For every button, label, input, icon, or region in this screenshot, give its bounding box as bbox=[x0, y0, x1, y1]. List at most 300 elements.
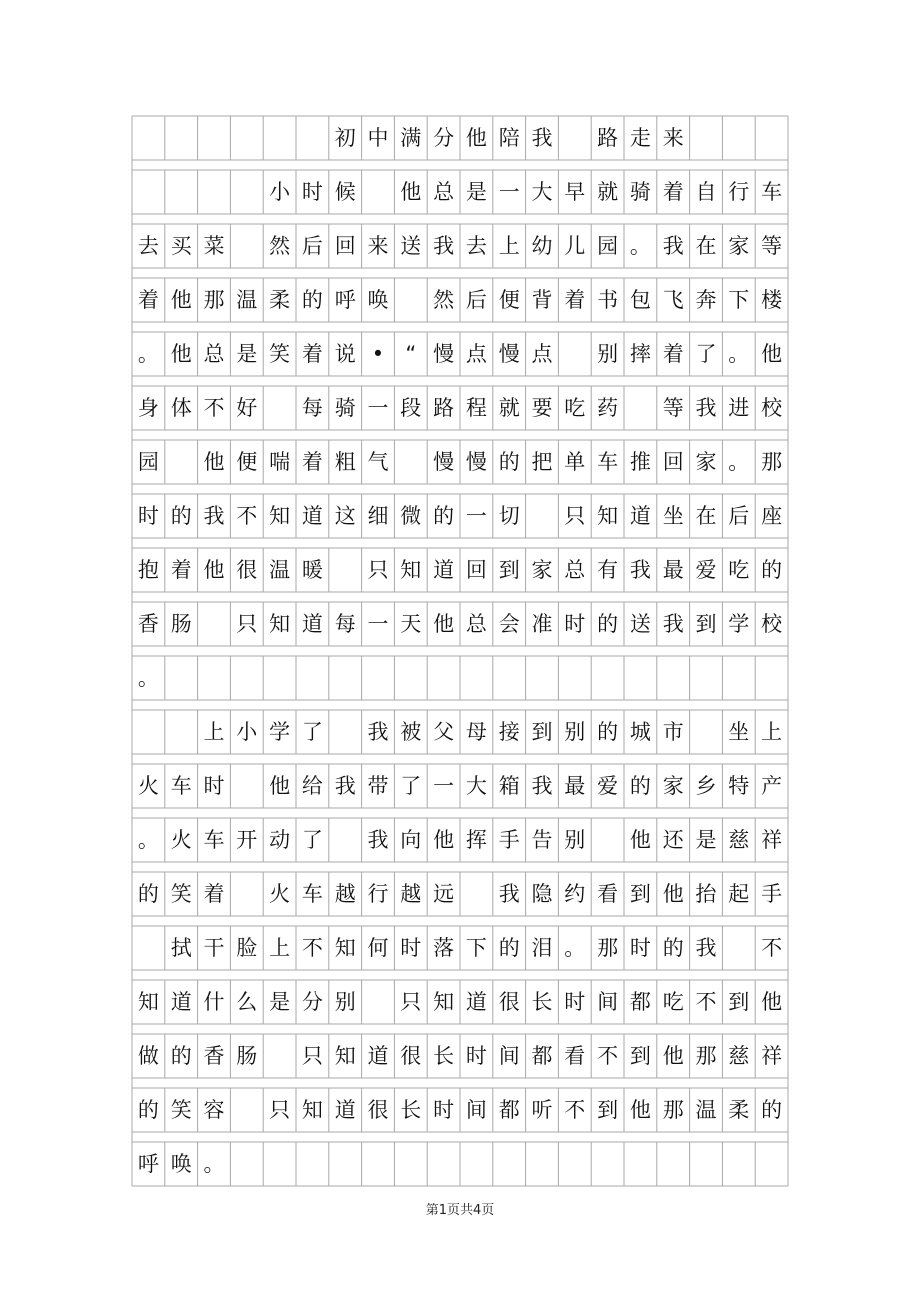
text-char: 幼 bbox=[531, 233, 553, 258]
text-char: 那 bbox=[203, 287, 225, 312]
text-char: 我 bbox=[629, 557, 651, 582]
text-char: 一 bbox=[465, 503, 487, 528]
text-char bbox=[722, 656, 755, 700]
page-number: 第1页共4页 bbox=[425, 1203, 495, 1218]
text-char: 便 bbox=[236, 449, 258, 474]
text-char: 什 bbox=[203, 989, 225, 1014]
text-char: 他 bbox=[203, 449, 225, 474]
text-char: 我 bbox=[203, 503, 225, 528]
text-char: 只 bbox=[269, 1097, 291, 1122]
text-char: 一 bbox=[498, 179, 520, 204]
text-char bbox=[690, 1142, 723, 1186]
text-char: 在 bbox=[695, 233, 717, 258]
text-char: 体 bbox=[170, 395, 192, 420]
text-char: 车 bbox=[301, 881, 323, 906]
text-char: 不 bbox=[301, 935, 323, 960]
text-char: 呼 bbox=[334, 287, 356, 312]
text-char: 然 bbox=[433, 287, 455, 312]
text-char: 药 bbox=[597, 395, 619, 420]
text-char: 最 bbox=[662, 557, 684, 582]
text-char: 行 bbox=[728, 179, 750, 204]
text-char: 上 bbox=[761, 719, 783, 744]
text-char: 了 bbox=[301, 719, 323, 744]
text-char: 看 bbox=[597, 881, 619, 906]
text-char: 一 bbox=[433, 773, 455, 798]
title-char: 我 bbox=[531, 125, 553, 150]
text-char bbox=[230, 170, 263, 214]
text-char: 路 bbox=[433, 395, 455, 420]
text-char: 我 bbox=[695, 935, 717, 960]
title-char: 分 bbox=[433, 125, 455, 150]
text-char: 单 bbox=[564, 449, 586, 474]
text-char: 家 bbox=[531, 557, 553, 582]
text-char: 只 bbox=[564, 503, 586, 528]
text-char bbox=[230, 224, 263, 268]
text-char: 行 bbox=[367, 881, 389, 906]
text-char: 送 bbox=[629, 611, 651, 636]
text-char: 的 bbox=[137, 1097, 159, 1122]
text-char: 的 bbox=[498, 935, 520, 960]
text-char: 祥 bbox=[761, 827, 783, 852]
text-char: 车 bbox=[597, 449, 619, 474]
text-char: 回 bbox=[662, 449, 684, 474]
text-char: 一 bbox=[367, 395, 389, 420]
text-char: 开 bbox=[236, 827, 258, 852]
text-char: 总 bbox=[564, 557, 586, 582]
text-char: 很 bbox=[498, 989, 520, 1014]
text-char: 手 bbox=[498, 827, 520, 852]
text-char: 时 bbox=[433, 1097, 455, 1122]
text-char: 等 bbox=[761, 233, 783, 258]
text-char: 是 bbox=[269, 989, 291, 1014]
text-char: 说 bbox=[334, 341, 356, 366]
text-char bbox=[362, 170, 395, 214]
text-char: 粗 bbox=[334, 449, 356, 474]
text-char: 会 bbox=[498, 611, 520, 636]
text-char bbox=[329, 710, 362, 754]
text-char: 知 bbox=[137, 989, 159, 1014]
text-char: 喘 bbox=[269, 449, 291, 474]
text-char: 要 bbox=[531, 395, 553, 420]
title-char: 走 bbox=[629, 125, 651, 150]
text-char: • bbox=[371, 341, 385, 366]
text-char: 别 bbox=[564, 719, 586, 744]
text-char: 学 bbox=[269, 719, 291, 744]
text-char: 着 bbox=[564, 287, 586, 312]
text-char: 温 bbox=[695, 1097, 717, 1122]
text-char bbox=[558, 332, 591, 376]
text-char: 他 bbox=[433, 611, 455, 636]
text-char: 温 bbox=[236, 287, 258, 312]
text-char: 间 bbox=[498, 1043, 520, 1068]
text-char: 香 bbox=[203, 1043, 225, 1068]
text-char bbox=[493, 1142, 526, 1186]
text-char: 别 bbox=[597, 341, 619, 366]
text-char: 那 bbox=[761, 449, 783, 474]
text-char: 远 bbox=[433, 881, 455, 906]
text-char: 点 bbox=[465, 341, 487, 366]
text-char: 下 bbox=[465, 935, 487, 960]
text-char: 把 bbox=[531, 449, 553, 474]
text-char: 去 bbox=[465, 233, 487, 258]
text-char: 的 bbox=[761, 1097, 783, 1122]
text-char bbox=[198, 170, 231, 214]
text-char: 程 bbox=[465, 395, 487, 420]
text-char bbox=[263, 656, 296, 700]
text-char: 是 bbox=[695, 827, 717, 852]
text-char: 乡 bbox=[695, 773, 717, 798]
title-char: 他 bbox=[465, 125, 487, 150]
text-char: 他 bbox=[433, 827, 455, 852]
title-char bbox=[198, 116, 231, 160]
text-char bbox=[132, 170, 165, 214]
text-char bbox=[296, 656, 329, 700]
text-char: 。 bbox=[203, 1151, 225, 1176]
text-char bbox=[263, 386, 296, 430]
text-char: 。 bbox=[137, 827, 159, 852]
text-char: 的 bbox=[433, 503, 455, 528]
text-char: 车 bbox=[761, 179, 783, 204]
text-char: 抱 bbox=[137, 557, 159, 582]
text-char: 车 bbox=[170, 773, 192, 798]
text-char bbox=[394, 1142, 427, 1186]
text-char bbox=[362, 980, 395, 1024]
text-char: 看 bbox=[564, 1043, 586, 1068]
text-char: 时 bbox=[203, 773, 225, 798]
text-char bbox=[230, 872, 263, 916]
text-char: 。 bbox=[137, 665, 159, 690]
text-char: 上 bbox=[498, 233, 520, 258]
text-char: 知 bbox=[597, 503, 619, 528]
text-char: 气 bbox=[367, 449, 389, 474]
text-char: 给 bbox=[301, 773, 323, 798]
text-char: 吃 bbox=[728, 557, 750, 582]
text-char: 细 bbox=[367, 503, 389, 528]
text-char bbox=[657, 1142, 690, 1186]
text-char: 学 bbox=[728, 611, 750, 636]
text-char: 拭 bbox=[170, 935, 192, 960]
text-char: 只 bbox=[367, 557, 389, 582]
text-char: 时 bbox=[629, 935, 651, 960]
text-char: 越 bbox=[334, 881, 356, 906]
text-char: 间 bbox=[465, 1097, 487, 1122]
text-char bbox=[690, 656, 723, 700]
title-char bbox=[230, 116, 263, 160]
text-char: 进 bbox=[728, 395, 750, 420]
text-char: 菜 bbox=[203, 233, 225, 258]
text-char: 道 bbox=[367, 1043, 389, 1068]
text-char: 来 bbox=[367, 233, 389, 258]
title-char bbox=[296, 116, 329, 160]
text-char: 他 bbox=[761, 989, 783, 1014]
text-char: 柔 bbox=[728, 1097, 750, 1122]
text-char: 家 bbox=[728, 233, 750, 258]
text-char: 着 bbox=[301, 341, 323, 366]
text-char bbox=[165, 440, 198, 484]
text-char: 微 bbox=[400, 503, 422, 528]
text-char: 。 bbox=[137, 341, 159, 366]
text-char: 的 bbox=[498, 449, 520, 474]
text-char: 这 bbox=[334, 503, 356, 528]
text-char: 坐 bbox=[728, 719, 750, 744]
text-char: 长 bbox=[400, 1097, 422, 1122]
text-char: 分 bbox=[301, 989, 323, 1014]
text-char bbox=[624, 1142, 657, 1186]
text-char: 肠 bbox=[170, 611, 192, 636]
text-char: 。 bbox=[728, 449, 750, 474]
text-char: 推 bbox=[629, 449, 651, 474]
text-char: 时 bbox=[465, 1043, 487, 1068]
text-char: 我 bbox=[498, 881, 520, 906]
text-char: “ bbox=[405, 341, 417, 366]
text-char: 柔 bbox=[269, 287, 291, 312]
text-char: 很 bbox=[400, 1043, 422, 1068]
text-char: 不 bbox=[695, 989, 717, 1014]
text-char: 慈 bbox=[728, 1043, 750, 1068]
text-char: 天 bbox=[400, 611, 422, 636]
text-char: 我 bbox=[334, 773, 356, 798]
text-char: 不 bbox=[761, 935, 783, 960]
text-char: 温 bbox=[269, 557, 291, 582]
text-char: 大 bbox=[531, 179, 553, 204]
text-char: 向 bbox=[400, 827, 422, 852]
text-char: 我 bbox=[695, 395, 717, 420]
text-char: 道 bbox=[629, 503, 651, 528]
text-char: 我 bbox=[531, 773, 553, 798]
page-footer bbox=[0, 1199, 920, 1218]
text-char: 只 bbox=[400, 989, 422, 1014]
text-char: 着 bbox=[662, 341, 684, 366]
text-char: 的 bbox=[137, 881, 159, 906]
text-char: 的 bbox=[597, 719, 619, 744]
text-char: 送 bbox=[400, 233, 422, 258]
text-char: 不 bbox=[597, 1043, 619, 1068]
text-char: 小 bbox=[236, 719, 258, 744]
text-char bbox=[329, 656, 362, 700]
title-char: 来 bbox=[662, 125, 684, 150]
text-char: 到 bbox=[695, 611, 717, 636]
text-char: 了 bbox=[301, 827, 323, 852]
text-char bbox=[230, 1088, 263, 1132]
text-char bbox=[690, 710, 723, 754]
text-char: 就 bbox=[498, 395, 520, 420]
text-char: 知 bbox=[269, 503, 291, 528]
text-char bbox=[394, 278, 427, 322]
text-char: 他 bbox=[662, 881, 684, 906]
text-char: 产 bbox=[761, 773, 783, 798]
text-char: 父 bbox=[433, 719, 455, 744]
text-char: 车 bbox=[203, 827, 225, 852]
text-char: 是 bbox=[465, 179, 487, 204]
text-char bbox=[230, 764, 263, 808]
text-char: 那 bbox=[597, 935, 619, 960]
text-char: 干 bbox=[203, 935, 225, 960]
text-char bbox=[165, 710, 198, 754]
text-char: 接 bbox=[498, 719, 520, 744]
text-char: 的 bbox=[170, 1043, 192, 1068]
title-char: 中 bbox=[367, 125, 389, 150]
text-char: 火 bbox=[170, 827, 192, 852]
text-char: 火 bbox=[137, 773, 159, 798]
text-char: 。 bbox=[629, 233, 651, 258]
text-char: 大 bbox=[465, 773, 487, 798]
text-char bbox=[624, 386, 657, 430]
text-char: 着 bbox=[301, 449, 323, 474]
text-char: 还 bbox=[662, 827, 684, 852]
text-char: 慈 bbox=[728, 827, 750, 852]
text-char: 听 bbox=[531, 1097, 553, 1122]
text-char bbox=[722, 926, 755, 970]
text-char: 了 bbox=[400, 773, 422, 798]
text-char: 慢 bbox=[433, 449, 455, 474]
text-char: 知 bbox=[334, 935, 356, 960]
text-char: 园 bbox=[137, 449, 159, 474]
text-char: 他 bbox=[203, 557, 225, 582]
text-char: 后 bbox=[301, 233, 323, 258]
text-char bbox=[263, 1142, 296, 1186]
text-char: 的 bbox=[662, 935, 684, 960]
text-char: 不 bbox=[564, 1097, 586, 1122]
text-char: 时 bbox=[400, 935, 422, 960]
text-char: 手 bbox=[761, 881, 783, 906]
text-char: 慢 bbox=[433, 341, 455, 366]
text-char: 道 bbox=[301, 611, 323, 636]
text-char: 他 bbox=[170, 287, 192, 312]
text-char: 楼 bbox=[761, 287, 783, 312]
text-char: 别 bbox=[564, 827, 586, 852]
text-char: 时 bbox=[137, 503, 159, 528]
text-char: 我 bbox=[367, 827, 389, 852]
text-char bbox=[460, 656, 493, 700]
text-char: 都 bbox=[629, 989, 651, 1014]
text-char: 知 bbox=[334, 1043, 356, 1068]
text-char: 暖 bbox=[301, 557, 323, 582]
text-char: 都 bbox=[531, 1043, 553, 1068]
text-char: 道 bbox=[433, 557, 455, 582]
text-char: 是 bbox=[236, 341, 258, 366]
text-char: 被 bbox=[400, 719, 422, 744]
text-char: 他 bbox=[761, 341, 783, 366]
text-char: 的 bbox=[597, 611, 619, 636]
text-char: 他 bbox=[269, 773, 291, 798]
text-char: 带 bbox=[367, 773, 389, 798]
text-char: 总 bbox=[203, 341, 225, 366]
text-char: 知 bbox=[400, 557, 422, 582]
text-char: 抬 bbox=[695, 881, 717, 906]
text-char bbox=[591, 1142, 624, 1186]
text-char bbox=[755, 656, 788, 700]
text-char: 骑 bbox=[334, 395, 356, 420]
title-char bbox=[722, 116, 755, 160]
text-char: 买 bbox=[170, 233, 192, 258]
text-char: 。 bbox=[564, 935, 586, 960]
text-char bbox=[460, 1142, 493, 1186]
title-char bbox=[755, 116, 788, 160]
text-char bbox=[329, 818, 362, 862]
text-char: 座 bbox=[761, 503, 783, 528]
text-char: 特 bbox=[728, 773, 750, 798]
text-char bbox=[198, 656, 231, 700]
text-char: 然 bbox=[269, 233, 291, 258]
text-char: 后 bbox=[728, 503, 750, 528]
text-char: 的 bbox=[761, 557, 783, 582]
text-char: 知 bbox=[433, 989, 455, 1014]
text-char: 吃 bbox=[564, 395, 586, 420]
text-char: 摔 bbox=[629, 341, 651, 366]
text-char: 么 bbox=[236, 989, 258, 1014]
text-char: 后 bbox=[465, 287, 487, 312]
text-char bbox=[460, 872, 493, 916]
text-char: 小 bbox=[269, 179, 291, 204]
text-char: 落 bbox=[433, 935, 455, 960]
text-char: 越 bbox=[400, 881, 422, 906]
text-char bbox=[165, 170, 198, 214]
text-char: 时 bbox=[564, 611, 586, 636]
text-char bbox=[296, 1142, 329, 1186]
text-char: 慢 bbox=[465, 449, 487, 474]
text-char: 到 bbox=[629, 881, 651, 906]
text-char: 爱 bbox=[597, 773, 619, 798]
text-char bbox=[526, 1142, 559, 1186]
text-char: 总 bbox=[433, 179, 455, 204]
text-char: 回 bbox=[465, 557, 487, 582]
title-char: 初 bbox=[334, 125, 356, 150]
text-char: 母 bbox=[465, 719, 487, 744]
text-char: 。 bbox=[728, 341, 750, 366]
text-char bbox=[362, 656, 395, 700]
text-char: 祥 bbox=[761, 1043, 783, 1068]
text-char: 长 bbox=[531, 989, 553, 1014]
text-char: 间 bbox=[597, 989, 619, 1014]
text-char bbox=[755, 1142, 788, 1186]
title-char bbox=[132, 116, 165, 160]
text-char: 火 bbox=[269, 881, 291, 906]
text-char: 吃 bbox=[662, 989, 684, 1014]
text-char: 约 bbox=[564, 881, 586, 906]
text-char bbox=[394, 440, 427, 484]
text-char: 有 bbox=[597, 557, 619, 582]
text-char: 到 bbox=[629, 1043, 651, 1068]
text-char bbox=[132, 710, 165, 754]
text-char: 道 bbox=[465, 989, 487, 1014]
text-char: 段 bbox=[400, 395, 422, 420]
text-char: 爱 bbox=[695, 557, 717, 582]
text-char: 我 bbox=[662, 611, 684, 636]
text-char bbox=[230, 656, 263, 700]
title-char bbox=[165, 116, 198, 160]
text-char: 到 bbox=[531, 719, 553, 744]
text-char: 他 bbox=[629, 827, 651, 852]
text-char: 他 bbox=[629, 1097, 651, 1122]
text-char: 总 bbox=[465, 611, 487, 636]
text-char: 家 bbox=[695, 449, 717, 474]
text-char bbox=[362, 1142, 395, 1186]
text-char: 容 bbox=[203, 1097, 225, 1122]
text-char: 做 bbox=[137, 1043, 159, 1068]
title-char bbox=[690, 116, 723, 160]
text-char: 道 bbox=[334, 1097, 356, 1122]
text-char: 飞 bbox=[662, 287, 684, 312]
text-char bbox=[198, 602, 231, 646]
text-char: 那 bbox=[662, 1097, 684, 1122]
text-char: 唤 bbox=[170, 1151, 192, 1176]
text-char: 只 bbox=[301, 1043, 323, 1068]
text-char: 我 bbox=[367, 719, 389, 744]
title-char bbox=[263, 116, 296, 160]
text-char: 知 bbox=[301, 1097, 323, 1122]
text-char: 唤 bbox=[367, 287, 389, 312]
text-char: 我 bbox=[662, 233, 684, 258]
